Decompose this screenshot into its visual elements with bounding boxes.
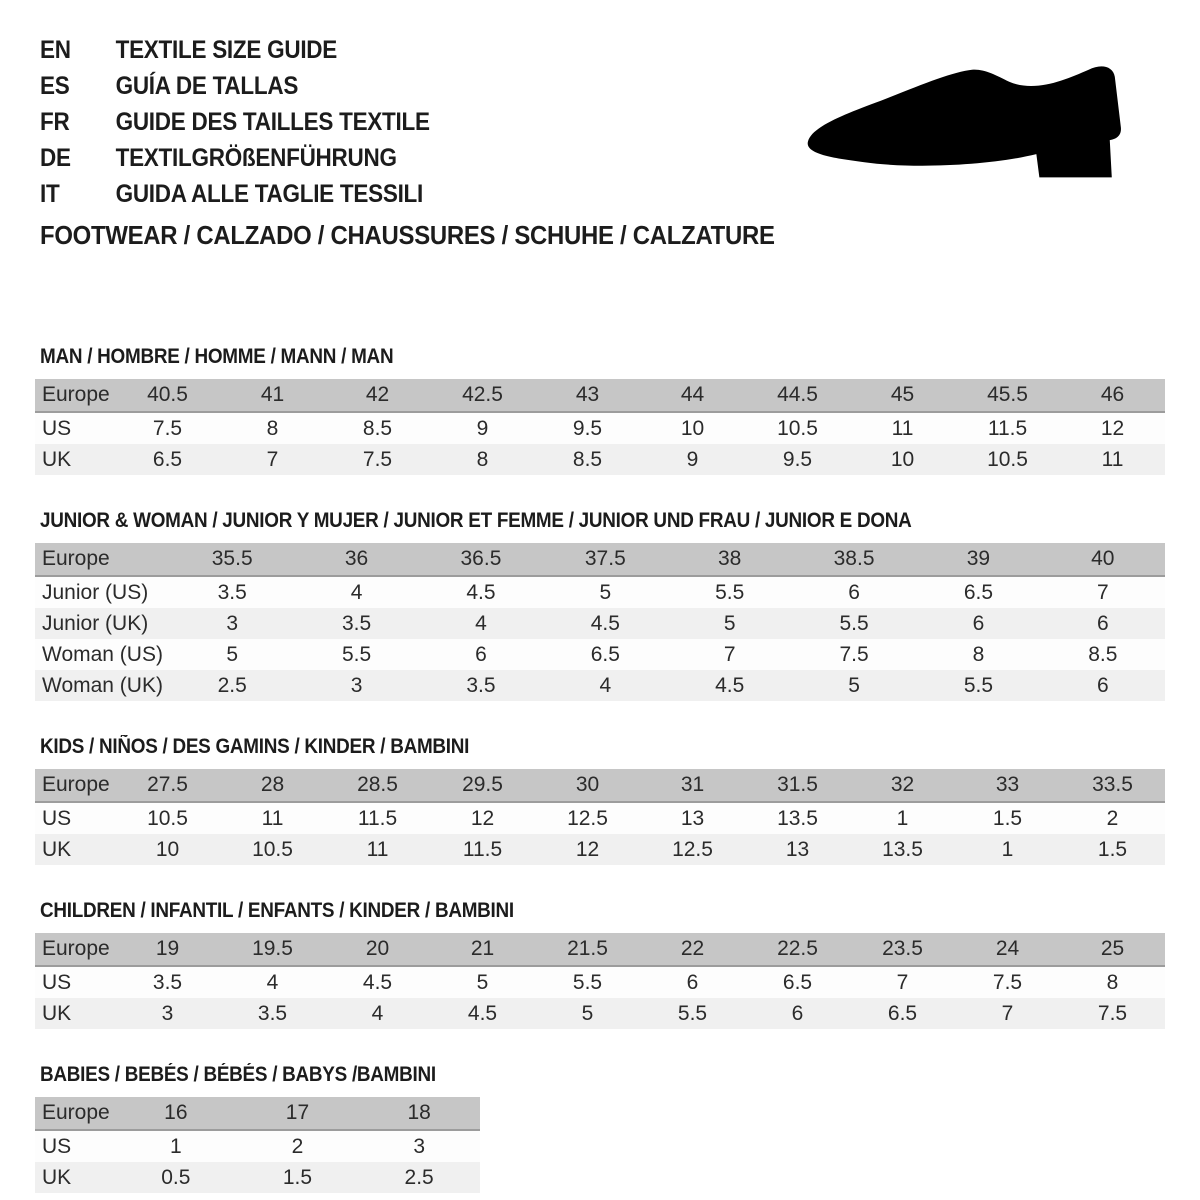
language-row-fr <box>40 104 430 140</box>
row-label-cell: UK <box>42 1165 72 1189</box>
section-title: KIDS / NIÑOS / DES GAMINS / KINDER / BAMBINI <box>40 735 470 758</box>
language-label: GUÍA DE TALLAS <box>115 72 299 100</box>
size-value-cell: 3.5 <box>152 970 183 994</box>
language-label: GUIDA ALLE TAGLIE TESSILI <box>115 180 424 208</box>
size-value-cell: 3.5 <box>341 611 372 635</box>
size-value-cell: 4 <box>350 580 363 604</box>
size-value-cell: 11.5 <box>357 806 398 830</box>
size-value-cell: 6 <box>475 642 487 666</box>
size-value-cell: 5.5 <box>963 673 994 697</box>
size-value-cell: 5 <box>848 673 860 697</box>
size-value-cell: 11.5 <box>462 837 503 861</box>
size-value-cell: 1 <box>1001 837 1014 861</box>
size-value-cell: 31 <box>680 773 705 796</box>
size-value-cell: 13.5 <box>777 806 818 830</box>
size-value-cell: 6.5 <box>887 1001 918 1025</box>
table-row <box>35 670 1165 701</box>
size-value-cell: 9.5 <box>572 416 603 440</box>
size-value-cell: 13 <box>680 806 705 830</box>
size-value-cell: 2.5 <box>217 673 247 697</box>
row-label-cell: UK <box>42 447 72 471</box>
size-value-cell: 8 <box>476 447 489 471</box>
size-value-cell: 4 <box>266 970 279 994</box>
size-value-cell: 6 <box>1096 673 1109 697</box>
row-label-cell: Junior (UK) <box>42 611 149 635</box>
size-value-cell: 19 <box>155 937 180 960</box>
size-value-cell: 18 <box>407 1101 431 1124</box>
section-title: BABIES / BEBÉS / BÉBÉS / BABYS /BAMBINI <box>40 1063 436 1086</box>
size-value-cell: 9 <box>476 416 489 440</box>
row-label-cell: Europe <box>42 1101 110 1124</box>
size-value-cell: 3.5 <box>217 580 247 604</box>
size-value-cell: 10 <box>680 416 705 440</box>
size-value-cell: 7 <box>266 447 279 471</box>
row-label-cell: US <box>42 1134 72 1158</box>
size-table-man <box>35 379 1165 475</box>
language-code: ES <box>40 72 70 100</box>
size-value-cell: 6.5 <box>782 970 813 994</box>
language-code: FR <box>40 108 70 136</box>
size-value-cell: 8.5 <box>1088 642 1118 666</box>
size-value-cell: 5.5 <box>572 970 603 994</box>
size-value-cell: 42.5 <box>462 383 503 406</box>
size-value-cell: 6.5 <box>590 642 620 666</box>
size-value-cell: 21.5 <box>567 937 608 960</box>
size-value-cell: 7 <box>896 970 909 994</box>
size-table-section-children <box>35 899 1165 1029</box>
size-value-cell: 6 <box>791 1001 804 1025</box>
size-value-cell: 6 <box>848 580 860 604</box>
size-value-cell: 19.5 <box>252 937 293 960</box>
size-value-cell: 8 <box>1106 970 1119 994</box>
size-table-section-kids <box>35 735 1165 865</box>
size-value-cell: 41 <box>260 383 285 406</box>
row-label-cell: Woman (US) <box>42 642 163 666</box>
size-value-cell: 5 <box>476 970 489 994</box>
row-label-cell: Woman (UK) <box>42 673 163 697</box>
language-legend <box>40 32 473 212</box>
size-value-cell: 4.5 <box>467 1001 498 1025</box>
size-value-cell: 10.5 <box>252 837 293 861</box>
row-label-cell: US <box>42 970 72 994</box>
table-row <box>35 834 1165 865</box>
size-value-cell: 46 <box>1100 383 1125 406</box>
size-value-cell: 36 <box>344 547 369 570</box>
size-value-cell: 33.5 <box>1092 773 1133 796</box>
size-value-cell: 45.5 <box>987 383 1028 406</box>
size-value-cell: 11 <box>1101 447 1124 471</box>
size-value-cell: 35.5 <box>211 547 253 570</box>
table-row <box>35 412 1165 444</box>
table-row <box>35 543 1165 576</box>
row-label-cell: Europe <box>42 547 110 570</box>
size-value-cell: 4 <box>371 1001 384 1025</box>
size-value-cell: 5 <box>723 611 736 635</box>
size-value-cell: 3.5 <box>257 1001 288 1025</box>
section-title: JUNIOR & WOMAN / JUNIOR Y MUJER / JUNIOR ET FEMME / JUNIOR UND FRAU / JUNIOR E DONA <box>40 509 912 532</box>
size-value-cell: 7.5 <box>152 416 183 440</box>
language-row-de <box>40 140 430 176</box>
size-value-cell: 31.5 <box>777 773 818 796</box>
size-value-cell: 3 <box>413 1134 425 1158</box>
size-value-cell: 37.5 <box>584 547 626 570</box>
size-value-cell: 44 <box>680 383 705 406</box>
size-value-cell: 0.5 <box>161 1165 191 1189</box>
language-row-es <box>40 68 430 104</box>
size-tables-container <box>35 345 1165 1200</box>
size-value-cell: 1 <box>169 1134 182 1158</box>
table-row <box>35 998 1165 1029</box>
size-value-cell: 4.5 <box>590 611 620 635</box>
size-value-cell: 22 <box>680 937 705 960</box>
size-value-cell: 7 <box>1096 580 1109 604</box>
table-row <box>35 1162 480 1193</box>
size-value-cell: 5.5 <box>341 642 372 666</box>
size-value-cell: 28.5 <box>357 773 398 796</box>
size-value-cell: 10.5 <box>987 447 1028 471</box>
size-value-cell: 17 <box>285 1101 310 1124</box>
size-value-cell: 38.5 <box>833 547 875 570</box>
size-value-cell: 7.5 <box>992 970 1023 994</box>
language-label: GUIDE DES TAILLES TEXTILE <box>115 108 430 136</box>
category-heading: FOOTWEAR / CALZADO / CHAUSSURES / SCHUHE / CALZATURE <box>40 220 775 250</box>
size-value-cell: 33 <box>995 773 1020 796</box>
size-value-cell: 10.5 <box>777 416 818 440</box>
size-table-junior-woman <box>35 543 1165 701</box>
size-value-cell: 8 <box>266 416 279 440</box>
size-value-cell: 13.5 <box>882 837 923 861</box>
size-value-cell: 8 <box>972 642 985 666</box>
size-table-kids <box>35 769 1165 865</box>
size-value-cell: 11.5 <box>987 416 1028 440</box>
language-label: TEXTILGRÖßENFÜHRUNG <box>115 144 397 172</box>
size-value-cell: 30 <box>575 773 600 796</box>
row-label-cell: Europe <box>42 773 110 796</box>
size-value-cell: 5 <box>581 1001 594 1025</box>
size-value-cell: 40.5 <box>147 383 188 406</box>
language-row-it <box>40 176 430 212</box>
size-value-cell: 11 <box>261 806 284 830</box>
table-row <box>35 379 1165 412</box>
size-value-cell: 2 <box>1106 806 1119 830</box>
size-value-cell: 8.5 <box>362 416 393 440</box>
size-value-cell: 23.5 <box>882 937 923 960</box>
table-row <box>35 802 1165 834</box>
table-row <box>35 608 1165 639</box>
size-value-cell: 6.5 <box>963 580 994 604</box>
size-table-section-babies <box>35 1063 1165 1193</box>
table-row <box>35 1130 480 1162</box>
size-value-cell: 7.5 <box>362 447 393 471</box>
size-table-section-junior-woman <box>35 509 1165 701</box>
size-value-cell: 10 <box>155 837 180 861</box>
size-value-cell: 7.5 <box>1097 1001 1128 1025</box>
size-value-cell: 36.5 <box>460 547 502 570</box>
row-label-cell: Europe <box>42 383 110 406</box>
size-value-cell: 42 <box>365 383 390 406</box>
size-value-cell: 7.5 <box>839 642 869 666</box>
size-value-cell: 1.5 <box>1097 837 1128 861</box>
table-row <box>35 639 1165 670</box>
size-value-cell: 6.5 <box>152 447 183 471</box>
size-value-cell: 5 <box>599 580 612 604</box>
size-value-cell: 12.5 <box>567 806 608 830</box>
language-code: DE <box>40 144 71 172</box>
table-row <box>35 444 1165 475</box>
section-title: CHILDREN / INFANTIL / ENFANTS / KINDER / BAMBINI <box>40 899 514 922</box>
size-value-cell: 45 <box>890 383 915 406</box>
size-value-cell: 12.5 <box>672 837 713 861</box>
size-value-cell: 40 <box>1091 547 1115 570</box>
size-value-cell: 5 <box>226 642 239 666</box>
size-value-cell: 5.5 <box>677 1001 708 1025</box>
size-value-cell: 2 <box>291 1134 304 1158</box>
size-value-cell: 7 <box>723 642 736 666</box>
size-value-cell: 43 <box>575 383 600 406</box>
row-label-cell: UK <box>42 837 72 861</box>
size-value-cell: 27.5 <box>147 773 188 796</box>
size-value-cell: 44.5 <box>777 383 818 406</box>
row-label-cell: US <box>42 416 72 440</box>
section-title: MAN / HOMBRE / HOMME / MANN / MAN <box>40 345 394 368</box>
language-code: EN <box>40 36 71 64</box>
size-value-cell: 11 <box>891 416 914 440</box>
table-row <box>35 1097 480 1130</box>
size-value-cell: 4 <box>599 673 612 697</box>
table-row <box>35 966 1165 998</box>
size-value-cell: 7 <box>1001 1001 1014 1025</box>
size-value-cell: 29.5 <box>462 773 503 796</box>
size-value-cell: 25 <box>1100 937 1125 960</box>
row-label-cell: Junior (US) <box>42 580 149 604</box>
size-value-cell: 9 <box>686 447 699 471</box>
size-value-cell: 39 <box>966 547 991 570</box>
size-value-cell: 3.5 <box>466 673 496 697</box>
size-value-cell: 3 <box>161 1001 174 1025</box>
size-value-cell: 22.5 <box>777 937 818 960</box>
size-table-babies <box>35 1097 480 1193</box>
size-value-cell: 5.5 <box>715 580 745 604</box>
size-value-cell: 4.5 <box>715 673 745 697</box>
size-value-cell: 2.5 <box>404 1165 434 1189</box>
size-value-cell: 12 <box>470 806 495 830</box>
table-row <box>35 933 1165 966</box>
size-value-cell: 5.5 <box>839 611 869 635</box>
size-value-cell: 9.5 <box>782 447 813 471</box>
language-label: TEXTILE SIZE GUIDE <box>115 36 338 64</box>
size-value-cell: 10 <box>890 447 915 471</box>
size-value-cell: 16 <box>164 1101 188 1124</box>
row-label-cell: UK <box>42 1001 72 1025</box>
size-value-cell: 4.5 <box>362 970 393 994</box>
size-value-cell: 6 <box>686 970 699 994</box>
size-value-cell: 11 <box>366 837 389 861</box>
row-label-cell: Europe <box>42 937 110 960</box>
size-value-cell: 24 <box>995 937 1020 960</box>
size-value-cell: 13 <box>785 837 810 861</box>
table-row <box>35 769 1165 802</box>
size-value-cell: 1.5 <box>992 806 1023 830</box>
size-value-cell: 8.5 <box>572 447 603 471</box>
size-value-cell: 32 <box>890 773 915 796</box>
size-table-children <box>35 933 1165 1029</box>
size-value-cell: 38 <box>718 547 742 570</box>
size-value-cell: 20 <box>365 937 390 960</box>
size-value-cell: 28 <box>260 773 285 796</box>
size-value-cell: 6 <box>1096 611 1109 635</box>
size-value-cell: 10.5 <box>147 806 188 830</box>
size-value-cell: 12 <box>1100 416 1125 440</box>
size-table-section-man <box>35 345 1165 475</box>
size-value-cell: 4 <box>475 611 487 635</box>
size-value-cell: 12 <box>575 837 600 861</box>
row-label-cell: US <box>42 806 72 830</box>
size-value-cell: 1 <box>896 806 909 830</box>
language-code: IT <box>40 180 60 208</box>
size-value-cell: 21 <box>470 937 495 960</box>
size-value-cell: 3 <box>226 611 239 635</box>
size-value-cell: 4.5 <box>466 580 496 604</box>
dress-shoe-silhouette-icon <box>798 56 1150 188</box>
language-row-en <box>40 32 430 68</box>
table-row <box>35 576 1165 608</box>
size-value-cell: 6 <box>972 611 985 635</box>
size-value-cell: 1.5 <box>282 1165 313 1189</box>
size-value-cell: 3 <box>350 673 363 697</box>
